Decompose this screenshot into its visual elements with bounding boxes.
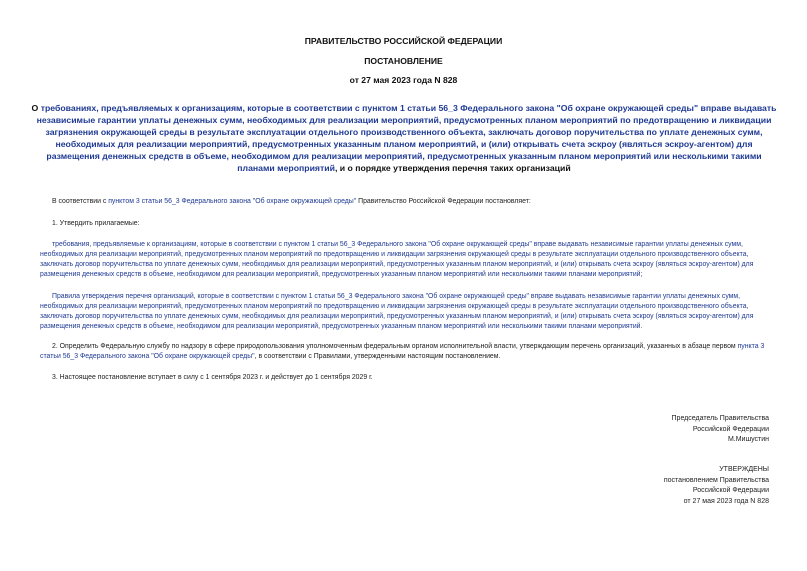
intro-paragraph xyxy=(52,197,772,207)
document-title xyxy=(30,102,778,174)
item-2-law-link[interactable]: пункта 3 статьи 56_3 Федерального закона "Об охране окружающей среды" xyxy=(40,343,765,360)
intro-suffix: Правительство Российской Федерации постановляет: xyxy=(356,198,531,205)
intro-law-link[interactable]: пунктом 3 статьи 56_3 Федерального закона "Об охране окружающей среды" xyxy=(108,198,357,205)
title-link[interactable]: требованиях, предъявляемых к организациям, которые в соответствии с пунктом 1 статьи 56_3 Федерального закона "Об охране окружающей среды" вправе выдавать независимые гарантии уплаты денежных сумм, необходимых для реализации мероприятий, предусмотренных планом мероприятий по предотвращению и ликвидации загрязнения окружающей среды в результате эксплуатации отдельного производственного объекта, заключать договор поручительства по уплате денежных сумм, необходимых для реализации мероприятий, предусмотренных указанным планом мероприятий, и (или) открывать счета эскроу (являться эскроу-агентом) для размещения денежных средств в объеме, необходимом для реализации мероприятий, предусмотренных указанным планом мероприятий или несколькими такими планами мероприятий xyxy=(36,103,777,173)
signature-block xyxy=(672,414,769,446)
signature-name: М.Мишустин xyxy=(727,436,769,443)
approval-line-3: Российской Федерации xyxy=(692,487,769,494)
item-2-prefix: 2. Определить Федеральную службу по надзору в сфере природопользования уполномоченным федеральным органом исполнительной власти, утверждающим перечень организаций, указанных в абзаце первом xyxy=(52,343,738,350)
approval-date: от 27 мая 2023 года N 828 xyxy=(683,497,769,505)
item-2 xyxy=(40,342,770,362)
approval-heading: УТВЕРЖДЕНЫ xyxy=(719,466,769,473)
item-1-rules xyxy=(40,292,770,332)
item-2-suffix: , в соответствии с Правилами, утвержденными настоящим постановлением. xyxy=(254,353,501,360)
government-heading: ПРАВИТЕЛЬСТВО РОССИЙСКОЙ ФЕДЕРАЦИИ xyxy=(304,36,503,46)
requirements-link[interactable]: требования, предъявляемые к организациям, которые в соответствии с пунктом 1 статьи 56_3 Федерального закона "Об охране окружающей среды" вправе выдавать независимые гарантии уплаты денежных сумм, необходимых для реализации мероприятий, предусмотренных планом мероприятий по предотвращению и ликвидации загрязнения окружающей среды в результате эксплуатации отдельного производственного объекта, заключать договор поручительства по уплате денежных сумм, необходимых для реализации мероприятий, предусмотренных указанным планом мероприятий, и (или) открывать счета эскроу (являться эскроу-агентом) для размещения денежных средств в объеме, необходимом для реализации мероприятий, предусмотренных указанным планом мероприятий или несколькими такими планами мероприятий; xyxy=(40,241,754,278)
approval-line-2: постановлением Правительства xyxy=(663,476,769,484)
signature-position: Председатель Правительства xyxy=(671,415,769,422)
approval-block xyxy=(664,465,769,507)
signature-country: Российской Федерации xyxy=(692,425,769,433)
item-1: 1. Утвердить прилагаемые: xyxy=(52,220,140,227)
title-prefix: О xyxy=(31,103,41,113)
item-1-requirements xyxy=(40,240,770,280)
rules-link[interactable]: Правила утверждения перечня организаций, которые в соответствии с пунктом 1 статьи 56_3 Федерального закона "Об охране окружающей среды" вправе выдавать независимые гарантии уплаты денежных сумм, необходимых для реализации мероприятий, предусмотренных планом мероприятий по предотвращению и ликвидации загрязнения окружающей среды в результате эксплуатации отдельного производственного объекта, заключать договор поручительства по уплате денежных сумм, необходимых для реализации мероприятий, предусмотренных указанным планом мероприятий, и (или) открывать счета эскроу (являться эскроу-агентом) для размещения денежных средств в объеме, необходимом для реализации мероприятий, предусмотренных указанным планом мероприятий или несколькими такими планами мероприятий. xyxy=(40,293,754,330)
intro-prefix: В соответствии с xyxy=(52,198,109,205)
document-type-heading: ПОСТАНОВЛЕНИЕ xyxy=(364,56,443,66)
item-3: 3. Настоящее постановление вступает в силу с 1 сентября 2023 г. и действует до 1 сентября 2029 г. xyxy=(52,374,373,381)
title-suffix: , и о порядке утверждения перечня таких организаций xyxy=(334,163,571,173)
document-date-number: от 27 мая 2023 года N 828 xyxy=(349,75,458,85)
